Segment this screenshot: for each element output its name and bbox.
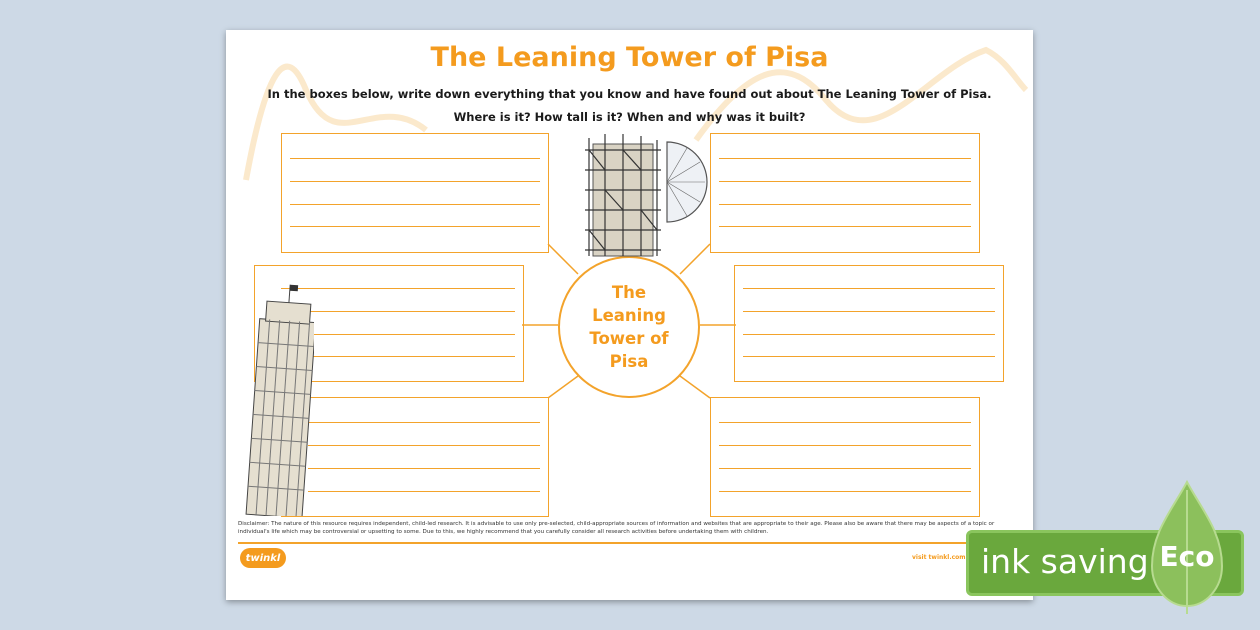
twinkl-logo: twinkl (240, 548, 286, 568)
leaning-tower-illustration (232, 280, 314, 516)
instruction-line-1: In the boxes below, write down everything that you know and have found out about The Leaning Tower of Pisa. (267, 87, 992, 101)
center-topic-label: The Leaning Tower of Pisa (589, 282, 669, 372)
footer-divider (238, 542, 1023, 544)
center-topic-circle (558, 256, 700, 398)
scaffolded-tower-illustration (571, 130, 711, 260)
disclaimer-text: Disclaimer: The nature of this resource requires independent, child-led research. It is advisable to use only pre-selected, child-appropriate sources of information and websites that are appropriate to their age. Please also be aware that there may be aspects of a topic or individual's life which may be controversial or upsetting to some. Due to this, we highly recommend that you carefully consider all research activities before undertaking them with children. (238, 521, 995, 536)
eco-label: Eco (1159, 540, 1215, 573)
instruction-line-2: Where is it? How tall is it? When and why was it built? (453, 110, 806, 124)
footer-link[interactable]: visit twinkl.com (912, 554, 966, 561)
worksheet-title: The Leaning Tower of Pisa (430, 42, 829, 73)
writing-box-top-left[interactable] (281, 133, 549, 253)
worksheet-page (226, 30, 1033, 600)
writing-box-top-right[interactable] (710, 133, 980, 253)
writing-box-bottom-right[interactable] (710, 397, 980, 517)
writing-box-middle-right[interactable] (734, 265, 1004, 382)
ink-saving-text: ink saving (981, 542, 1149, 581)
writing-box-bottom-left[interactable] (281, 397, 549, 517)
